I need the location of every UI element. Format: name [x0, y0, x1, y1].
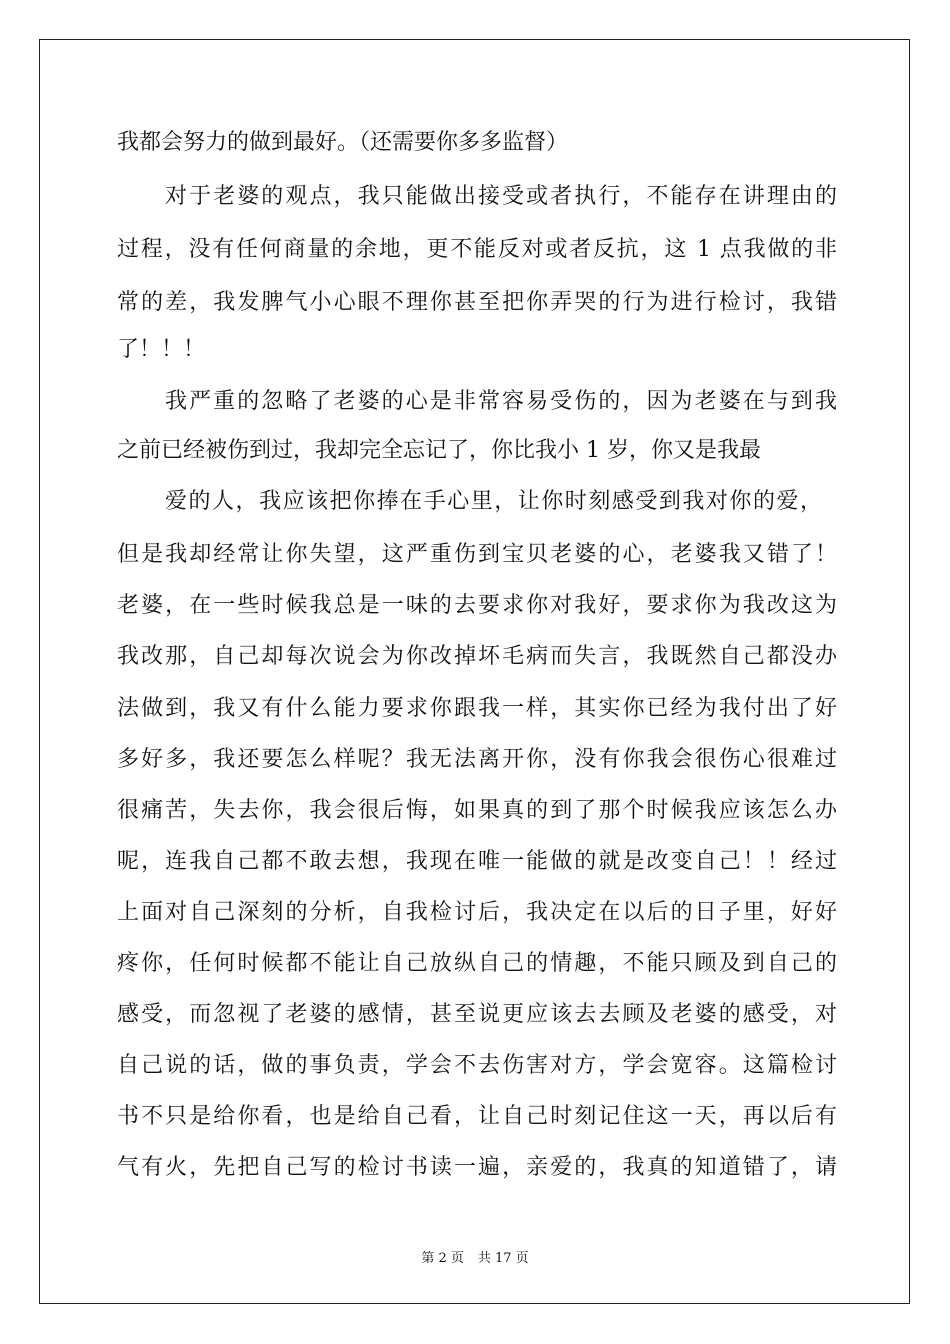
- text-line-1: 我都会努力的做到最好。（还需要你多多监督）: [117, 130, 569, 155]
- text-line-12: 法做到，我又有什么能力要求你跟我一样，其实你已经为我付出了好: [117, 696, 837, 721]
- text-line-11: 我改那，自己却每次说会为你改掉坏毛病而失言，我既然自己都没办: [117, 644, 837, 669]
- text-line-8: 爱的人，我应该把你捧在手心里，让你时刻感受到我对你的爱，: [165, 489, 822, 514]
- text-line-14: 很痛苦，失去你，我会很后悔，如果真的到了那个时候我应该怎么办: [117, 798, 837, 823]
- text-line-18: 感受，而忽视了老婆的感情，甚至说更应该去去顾及老婆的感受，对: [117, 1002, 837, 1027]
- text-line-10: 老婆，在一些时候我总是一味的去要求你对我好，要求你为我改这为: [117, 593, 837, 618]
- text-line-16: 上面对自己深刻的分析，自我检讨后，我决定在以后的日子里，好好: [117, 900, 837, 925]
- text-line-6: 我严重的忽略了老婆的心是非常容易受伤的，因为老婆在与到我: [165, 389, 837, 414]
- text-line-13: 多好多，我还要怎么样呢？我无法离开你，没有你我会很伤心很难过: [117, 747, 837, 772]
- text-line-15: 呢，连我自己都不敢去想，我现在唯一能做的就是改变自己！！经过: [117, 849, 837, 874]
- page-number: 第 2 页: [421, 1251, 464, 1266]
- text-line-21: 气有火，先把自己写的检讨书读一遍，亲爱的，我真的知道错了，请: [117, 1155, 837, 1180]
- text-line-19: 自己说的话，做的事负责，学会不去伤害对方，学会宽容。这篇检讨: [117, 1053, 837, 1078]
- text-line-5: 了！！！: [117, 337, 206, 362]
- text-line-7: 之前已经被伤到过，我却完全忘记了，你比我小 1 岁，你又是我最: [117, 438, 761, 463]
- text-line-20: 书不只是给你看，也是给自己看，让自己时刻记住这一天，再以后有: [117, 1104, 837, 1129]
- text-line-4: 常的差，我发脾气小心眼不理你甚至把你弄哭的行为进行检讨，我错: [117, 290, 837, 315]
- page-total: 共 17 页: [477, 1251, 529, 1266]
- text-line-2: 对于老婆的观点，我只能做出接受或者执行，不能存在讲理由的: [165, 184, 837, 209]
- page-footer: [0, 1247, 950, 1266]
- text-line-9: 但是我却经常让你失望，这严重伤到宝贝老婆的心，老婆我又错了！: [117, 542, 837, 567]
- text-line-17: 疼你，任何时候都不能让自己放纵自己的情趣，不能只顾及到自己的: [117, 951, 837, 976]
- text-line-3: 过程，没有任何商量的余地，更不能反对或者反抗，这 1 点我做的非: [117, 237, 837, 262]
